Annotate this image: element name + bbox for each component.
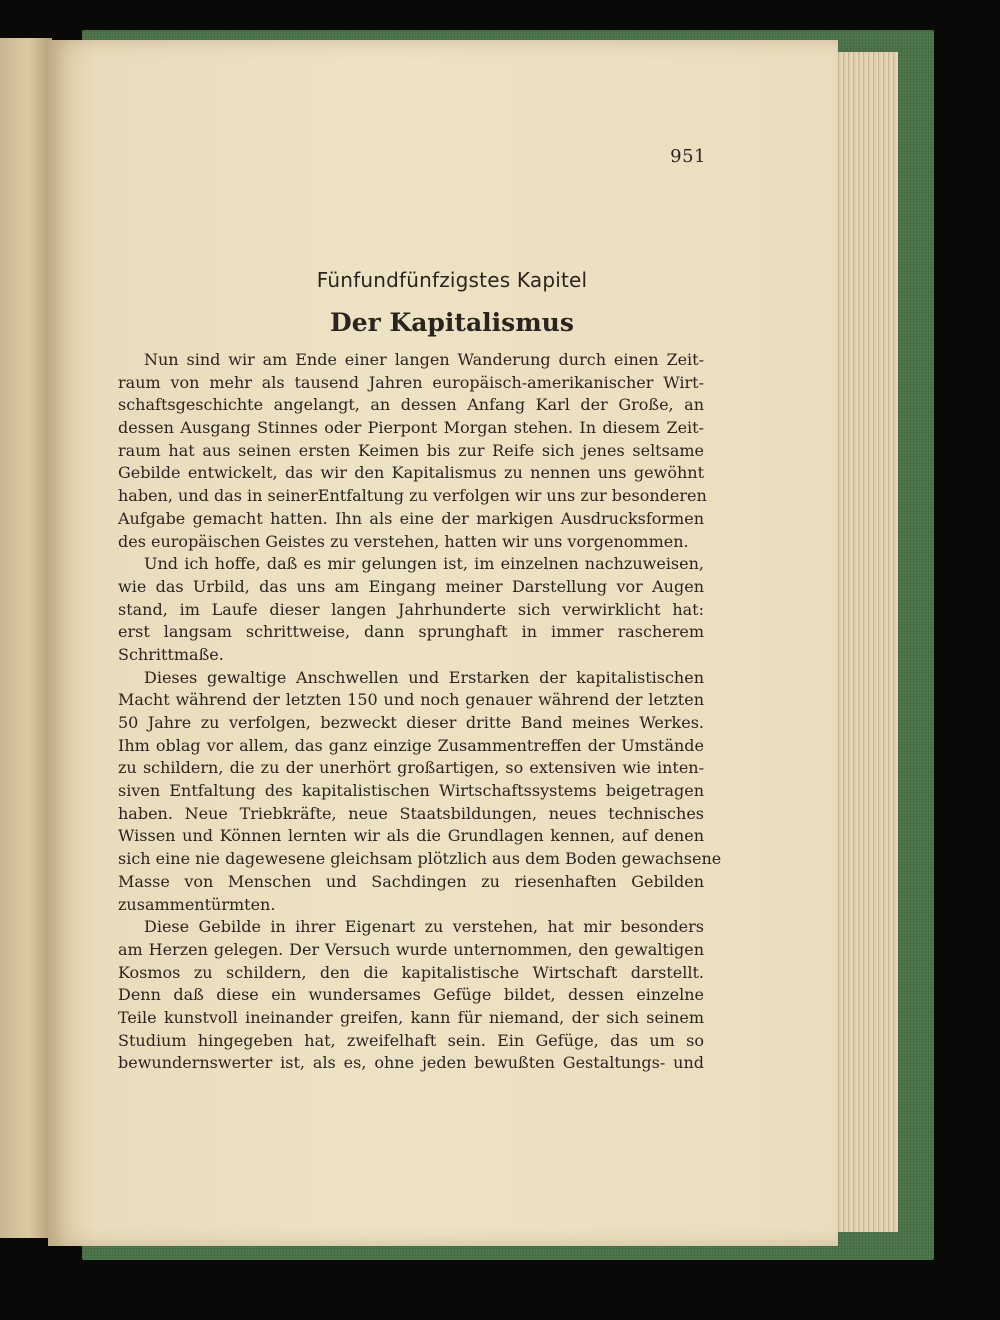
text-line: Nun sind wir am Ende einer langen Wanderung durch einen Zeit- bbox=[144, 350, 704, 369]
text-line: raum von mehr als tausend Jahren europäisch-amerikanischer Wirt- bbox=[118, 372, 704, 392]
text-line: des europäischen Geistes zu verstehen, hatten wir uns vorgenommen. bbox=[118, 531, 689, 551]
text-line: Studium hingegeben hat, zweifelhaft sein. Ein Gefüge, das um so bbox=[118, 1030, 704, 1050]
text-line: 50 Jahre zu verfolgen, bezweckt dieser dritte Band meines Werkes. bbox=[118, 713, 704, 732]
text-line: Aufgabe gemacht hatten. Ihn als eine der markigen Ausdrucksformen bbox=[118, 508, 704, 528]
text-line: Dieses gewaltige Anschwellen und Erstarken der kapitalistischen bbox=[144, 667, 704, 687]
text-line: schaftsgeschichte angelangt, an dessen Anfang Karl der Große, an bbox=[118, 395, 704, 415]
page-number: 951 bbox=[670, 146, 706, 167]
text-line: Ihm oblag vor allem, das ganz einzige Zusammentreffen der Umstände bbox=[118, 735, 704, 755]
text-line: Kosmos zu schildern, den die kapitalistische Wirtschaft darstellt. bbox=[118, 962, 704, 982]
text-line: Diese Gebilde in ihrer Eigenart zu verstehen, hat mir besonders bbox=[144, 917, 704, 937]
text-line: stand, im Laufe dieser langen Jahrhunderte sich verwirklicht hat: bbox=[118, 599, 704, 619]
left-page-edge bbox=[0, 38, 52, 1238]
book-page bbox=[48, 40, 838, 1246]
text-line: Masse von Menschen und Sachdingen zu riesenhaften Gebilden bbox=[118, 871, 704, 891]
text-line: Denn daß diese ein wundersames Gefüge bildet, dessen einzelne bbox=[118, 985, 704, 1005]
chapter-title: Der Kapitalismus bbox=[330, 308, 574, 337]
text-line: raum hat aus seinen ersten Keimen bis zur Reife sich jenes seltsame bbox=[118, 440, 704, 460]
text-line: siven Entfaltung des kapitalistischen Wirtschaftssystems beigetragen bbox=[118, 781, 704, 801]
text-line: Wissen und Können lernten wir als die Grundlagen kennen, auf denen bbox=[118, 826, 704, 846]
text-line: Macht während der letzten 150 und noch genauer während der letzten bbox=[118, 690, 704, 710]
text-line: Schrittmaße. bbox=[118, 644, 224, 664]
text-line: sich eine nie dagewesene gleichsam plötzlich aus dem Boden gewachsene bbox=[118, 849, 722, 869]
text-line: wie das Urbild, das uns am Eingang meiner Darstellung vor Augen bbox=[118, 576, 704, 596]
text-line: am Herzen gelegen. Der Versuch wurde unternommen, den gewaltigen bbox=[118, 939, 704, 959]
text-line: Und ich hoffe, daß es mir gelungen ist, im einzelnen nachzuweisen, bbox=[144, 554, 704, 574]
text-line: Gebilde entwickelt, das wir den Kapitalismus zu nennen uns gewöhnt bbox=[118, 463, 704, 483]
text-line: zu schildern, die zu der unerhört großartigen, so extensiven wie inten- bbox=[118, 758, 704, 778]
text-line: haben. Neue Triebkräfte, neue Staatsbildungen, neues technisches bbox=[118, 803, 704, 823]
text-line: dessen Ausgang Stinnes oder Pierpont Morgan stehen. In diesem Zeit- bbox=[118, 418, 704, 438]
text-line: bewundernswerter ist, als es, ohne jeden bewußten Gestaltungs- und bbox=[118, 1053, 704, 1073]
text-line: haben, und das in seinerEntfaltung zu verfolgen wir uns zur besonderen bbox=[118, 486, 707, 506]
chapter-kicker: Fünfundfünfzigstes Kapitel bbox=[316, 268, 588, 292]
body-text bbox=[118, 349, 722, 1075]
text-line: Teile kunstvoll ineinander greifen, kann für niemand, der sich seinem bbox=[118, 1007, 704, 1027]
text-line: zusammentürmten. bbox=[118, 894, 276, 914]
text-line: erst langsam schrittweise, dann sprunghaft in immer rascherem bbox=[118, 622, 704, 642]
